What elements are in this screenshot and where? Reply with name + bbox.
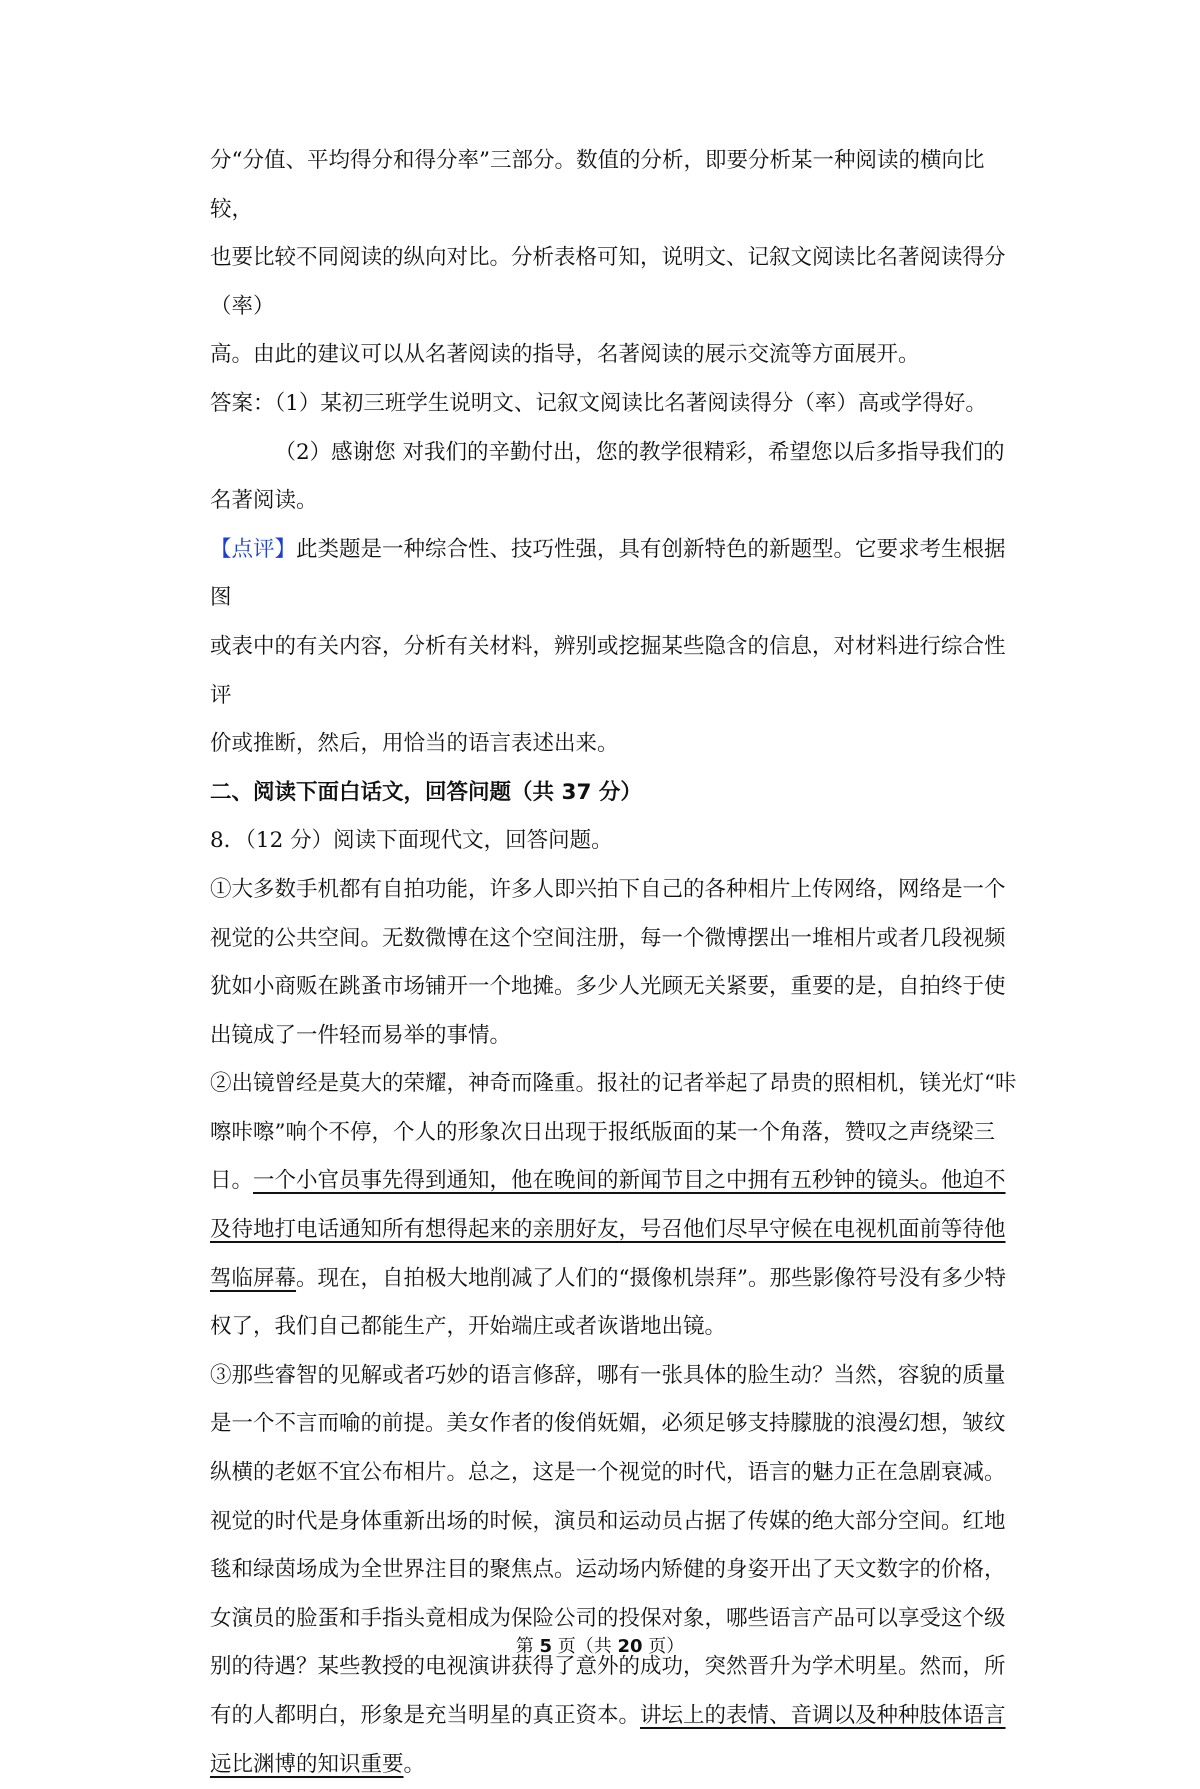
passage-p2-tail: 。现在，自拍极大地削减了人们的“摄像机崇拜”。那些影像符号没有多少特权了，我们自己都能生产，开始端庄或者诙谐地出镜。 [210, 1265, 1007, 1340]
document-body [210, 137, 1026, 1789]
comment-line-3: 价或推断，然后，用恰当的语言表述出来。 [210, 731, 619, 757]
section-heading: 二、阅读下面白话文，回答问题（共 37 分） [210, 779, 642, 805]
passage-p3-tail: 。 [403, 1751, 426, 1777]
footer-suffix: 页） [642, 1636, 685, 1657]
footer-middle: 页（共 [552, 1636, 618, 1657]
answer-part-1: 答案：（1）某初三班学生说明文、记叙文阅读比名著阅读得分（率）高或学得好。 [210, 390, 987, 416]
comment-paragraph [210, 526, 1026, 623]
answer-part-2-cont: 名著阅读。 [210, 488, 318, 514]
analysis-line-3: 高。由此的建议可以从名著阅读的指导，名著阅读的展示交流等方面展开。 [210, 342, 920, 368]
passage-paragraph-2 [210, 1060, 1026, 1352]
question-header: 8．（12 分）阅读下面现代文，回答问题。 [210, 828, 613, 854]
analysis-line-2: 也要比较不同阅读的纵向对比。分析表格可知，说明文、记叙文阅读比名著阅读得分（率） [210, 245, 1006, 319]
passage-paragraph-1: ①大多数手机都有自拍功能，许多人即兴拍下自己的各种相片上传网络，网络是一个视觉的公共空间。无数微博在这个空间注册，每一个微博摆出一堆相片或者几段视频犹如小商贩在跳蚤市场铺开一个地摊。多少人光顾无关紧要，重要的是，自拍终于使出镜成了一件轻而易举的事情。 [210, 876, 1006, 1048]
footer-prefix: 第 [515, 1636, 540, 1657]
analysis-line-1: 分“分值、平均得分和得分率”三部分。数值的分析，即要分析某一种阅读的横向比较， [210, 148, 985, 222]
footer-page-number: 5 [539, 1636, 552, 1657]
passage-p3-text: ③那些睿智的见解或者巧妙的语言修辞，哪有一张具体的脸生动？当然，容貌的质量是一个不言而喻的前提。美女作者的俊俏妩媚，必须足够支持朦胧的浪漫幻想，皱纹纵横的老妪不宜公布相片。总之，这是一个视觉的时代，语言的魅力正在急剧衰减。视觉的时代是身体重新出场的时候，演员和运动员占据了传媒的绝大部分空间。红地毯和绿茵场成为全世界注目的聚焦点。运动场内矫健的身姿开出了天文数字的价格，女演员的脸蛋和手指头竟相成为保险公司的投保对象，哪些语言产品可以享受这个级别的待遇？某些教授的电视演讲获得了意外的成功，突然晋升为学术明星。然而，所有的人都明白，形象是充当明星的真正资本。 [210, 1362, 1006, 1728]
passage-p2-underlined: 一个小官员事先得到通知，他在晚间的新闻节目之中拥有五秒钟的镜头。他迫不及待地打电话通知所有想得起来的亲朋好友，号召他们尽早守候在电视机面前等待他驾临屏幕 [210, 1168, 1006, 1291]
comment-line-2: 或表中的有关内容，分析有关材料，辨别或挖掘某些隐含的信息，对材料进行综合性评 [210, 633, 1006, 708]
comment-tag: 【点评】 [210, 536, 297, 562]
passage-p2-text: ②出镜曾经是莫大的荣耀，神奇而隆重。报社的记者举起了昂贵的照相机，镁光灯“咔嚓咔嚓”响个不停，个人的形象次日出现于报纸版面的某一个角落，赞叹之声绕梁三日。 [210, 1071, 1017, 1194]
page-footer [0, 1632, 1200, 1658]
passage-p3-underlined: 讲坛上的表情、音调以及种种肢体语言远比渊博的知识重要 [210, 1703, 1006, 1777]
answer-part-2: （2）感谢您 对我们的辛勤付出，您的教学很精彩，希望您以后多指导我们的 [274, 439, 1005, 465]
passage-paragraph-3 [210, 1352, 1026, 1789]
footer-total-pages: 20 [617, 1636, 643, 1657]
comment-line-1: 此类题是一种综合性、技巧性强，具有创新特色的新题型。它要求考生根据图 [210, 536, 1006, 611]
